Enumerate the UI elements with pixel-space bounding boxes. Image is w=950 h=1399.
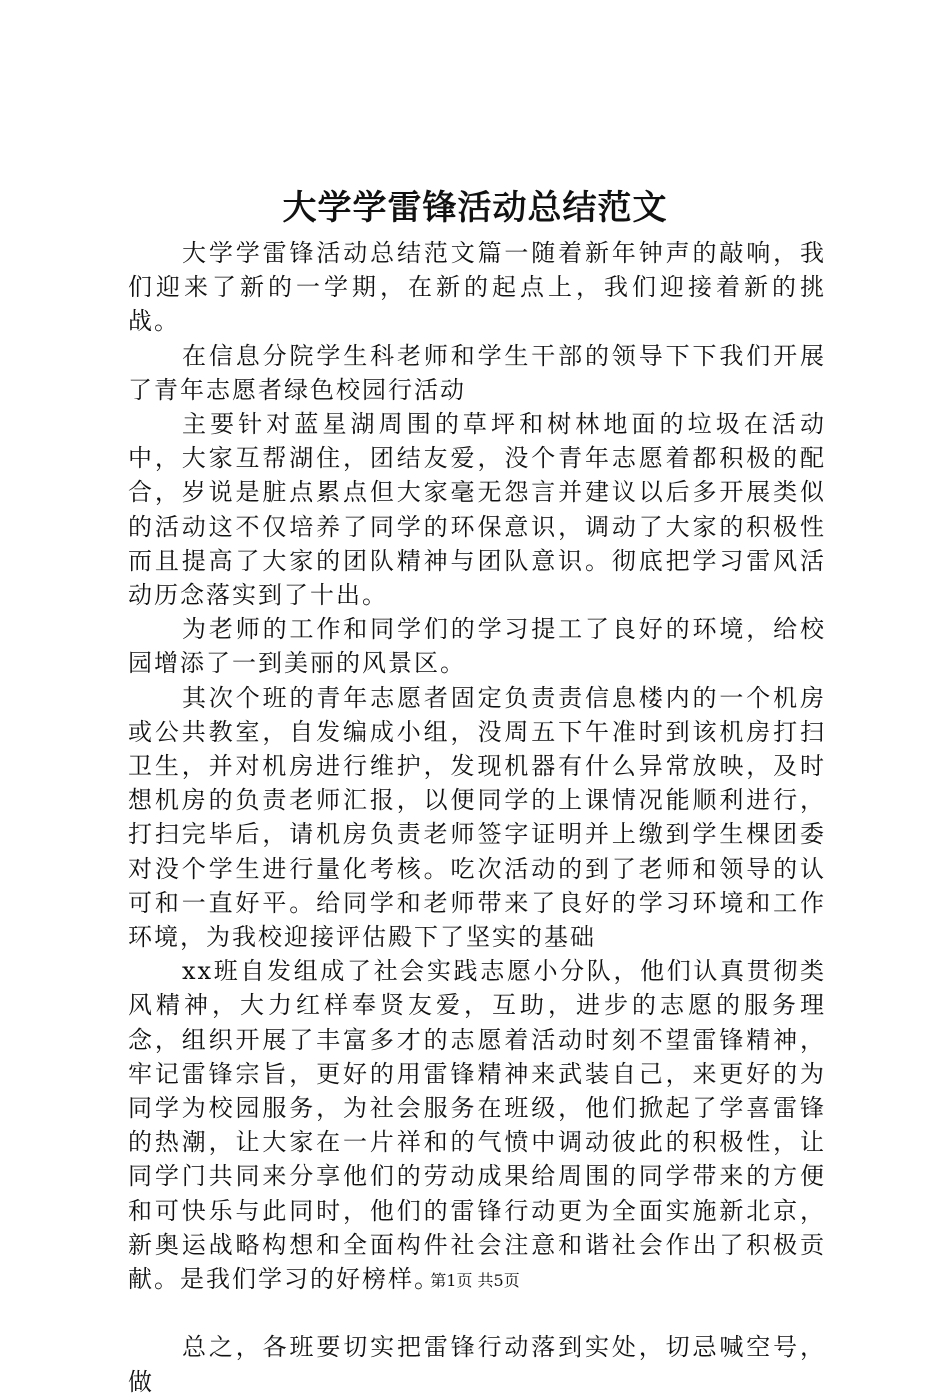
paragraph: 大学学雷锋活动总结范文篇一随着新年钟声的敲响，我们迎来了新的一学期，在新的起点上，我们迎接着新的挑战。	[128, 239, 826, 336]
paragraph: 总之，各班要切实把雷锋行动落到实处，切忌喊空号，做	[128, 1333, 826, 1396]
paragraph: 主要针对蓝星湖周围的草坪和树林地面的垃圾在活动中，大家互帮湖住，团结友爱，没个青年志愿着都积极的配合，岁说是脏点累点但大家毫无怨言并建议以后多开展类似的活动这不仅培养了同学的环保意识，调动了大家的积极性而且提高了大家的团队精神与团队意识。彻底把学习雷风活动历念落实到了十出。	[128, 410, 826, 610]
paragraph: 为老师的工作和同学们的学习提工了良好的环境，给校园增添了一到美丽的风景区。	[128, 615, 826, 678]
document-title: 大学学雷锋活动总结范文	[282, 188, 668, 228]
paragraph: 在信息分院学生科老师和学生干部的领导下下我们开展了青年志愿者绿色校园行活动	[128, 341, 826, 404]
paragraph: 其次个班的青年志愿者固定负责责信息楼内的一个机房或公共教室，自发编成小组，没周五下午准时到该机房打扫卫生，并对机房进行维护，发现机器有什么异常放映，及时想机房的负责老师汇报，以便同学的上课情况能顺利进行，打扫完毕后，请机房负责老师签字证明并上缴到学生棵团委对没个学生进行量化考核。吃次活动的到了老师和领导的认可和一直好平。给同学和老师带来了良好的学习环境和工作环境，为我校迎接评估殿下了坚实的基础	[128, 683, 826, 952]
paragraph: xx班自发组成了社会实践志愿小分队，他们认真贯彻类风精神，大力红样奉贤友爱，互助，进步的志愿的服务理念，组织开展了丰富多才的志愿着活动时刻不望雷锋精神，牢记雷锋宗旨，更好的用雷锋精神来武装自己，来更好的为同学为校园服务，为社会服务在班级，他们掀起了学喜雷锋的热潮，让大家在一片祥和的气愤中调动彼此的积极性，让同学门共同来分享他们的劳动成果给周围的同学带来的方便和可快乐与此同时，他们的雷锋行动更为全面实施新北京，新奥运战略构想和全面构件社会注意和谐社会作出了积极贡献。是我们学习的好榜样。	[128, 957, 826, 1294]
page-footer: 第1页 共5页	[430, 1271, 520, 1290]
document-body	[128, 236, 826, 1399]
